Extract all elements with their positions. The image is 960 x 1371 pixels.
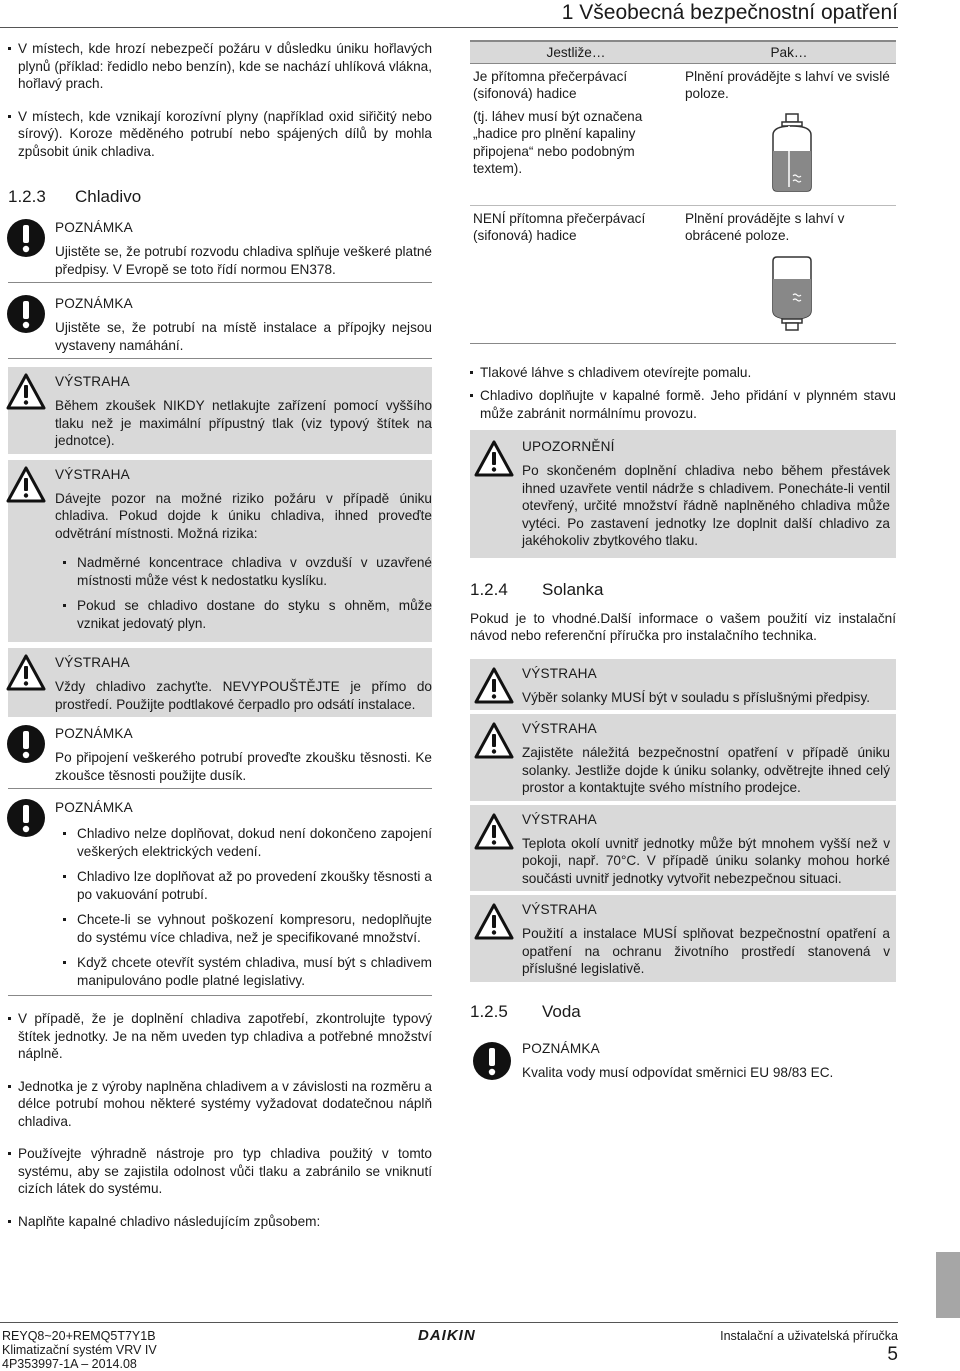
warning-label: VÝSTRAHA	[55, 374, 130, 389]
table-cell-then: Plnění provádějte s lahví v obrácené poloze.	[685, 210, 845, 243]
warning-label: VÝSTRAHA	[522, 721, 597, 736]
note-text: Kvalita vody musí odpovídat směrnici EU 98/83 EC.	[522, 1064, 834, 1080]
section-heading-chladivo	[8, 175, 432, 211]
note-text: Ujistěte se, že potrubí rozvodu chladiva splňuje veškeré platné předpisy. V Evropě se toto řídí normou EN378.	[55, 244, 432, 277]
bullet-item: Používejte výhradně nástroje pro typ chladiva použitý v tomto systému, aby se zajistila odolnost vůči tlaku a zabránilo se vniknutí cizích látek do systému.	[8, 1145, 432, 1198]
bullet-item: V místech, kde hrozí nebezpečí požáru v důsledku úniku hořlavých plynů (příklad: ředidlo nebo benzín), kde se nachází uhlíková vlákna, hořlavý prach.	[8, 40, 432, 93]
warning-text: Během zkoušek NIKDY netlakujte zařízení pomocí vyššího tlaku než je maximální přípustný tlak (viz typový štítek na jednotce).	[55, 398, 432, 448]
note-list-item: Když chcete otevřít systém chladiva, musí být s chladivem manipulováno podle platné legislativy.	[55, 954, 432, 989]
page-number: 5	[887, 1344, 898, 1365]
warning-triangle-icon	[474, 665, 514, 707]
exclamation-circle-icon	[6, 797, 46, 839]
warning-block	[470, 805, 896, 892]
warning-triangle-icon	[474, 901, 514, 943]
header-divider	[0, 27, 898, 28]
section-title: Solanka	[542, 579, 604, 599]
page-header-title: 1 Všeobecná bezpečnostní opatření	[561, 1, 898, 24]
warning-list-item: Nadměrné koncentrace chladiva v ovzduší v uzavřené místnosti může vést k nedostatku kyslíku.	[55, 554, 432, 589]
table-cell-if: Je přítomna přečerpávací (sifonová) hadice	[473, 68, 628, 101]
note-block	[8, 723, 432, 789]
warning-text: Výběr solanky MUSÍ být v souladu s příslušnými předpisy.	[522, 689, 871, 705]
section-heading-solanka	[470, 568, 896, 604]
warning-triangle-icon	[6, 371, 46, 413]
warning-label: VÝSTRAHA	[55, 466, 130, 482]
left-column	[8, 40, 432, 1245]
table-header-if: Jestliže…	[470, 41, 682, 63]
section-heading-voda	[470, 990, 896, 1026]
bullet-item: Naplňte kapalné chladivo následujícím způsobem:	[8, 1213, 432, 1231]
upright-bottle-icon	[769, 113, 815, 193]
note-label: POZNÁMKA	[55, 220, 133, 235]
footer-manual-title: Instalační a uživatelská příručka	[720, 1329, 898, 1343]
exclamation-circle-icon	[6, 217, 46, 259]
note-label: POZNÁMKA	[55, 296, 133, 311]
bullet-item: Tlakové láhve s chladivem otevírejte pomalu.	[470, 364, 896, 382]
note-label: POZNÁMKA	[55, 726, 133, 741]
warning-text: Zajistěte náležitá bezpečnostní opatření v případě úniku solanky. Jestliže dojde k úniku solanky, odvětrejte ihned celý prostor a kontaktujte svého místního prodejce.	[522, 745, 890, 795]
warning-triangle-icon	[474, 438, 514, 480]
caution-label: UPOZORNĚNÍ	[522, 439, 615, 454]
note-list-item: Chladivo lze doplňovat až po provedení zkoušky těsnosti a po vakuování potrubí.	[55, 868, 432, 903]
section-title: Chladivo	[75, 187, 142, 206]
note-text: Po připojení veškerého potrubí proveďte zkoušku těsnosti. Ke zkoušce těsnosti použijte dusík.	[55, 750, 432, 783]
exclamation-circle-icon	[472, 1040, 512, 1082]
table-header-then: Pak…	[682, 41, 896, 63]
footer-model: REYQ8~20+REMQ5T7Y1B	[2, 1329, 156, 1343]
table-row	[470, 63, 896, 205]
table-cell-if-note: (tj. láhev musí být označena „hadice pro plnění kapaliny připojena“ nebo podobným textem).	[473, 108, 643, 176]
daikin-logo: DAIKIN	[418, 1327, 476, 1344]
note-list-item: Chcete-li se vyhnout poškození kompresoru, nedoplňujte do systému více chladiva, než je specifikované množství.	[55, 911, 432, 946]
note-list-item: Chladivo nelze doplňovat, dokud není dokončeno zapojení veškerých elektrických vedení.	[55, 825, 432, 860]
warning-block	[470, 714, 896, 801]
warning-text: Teplota okolí uvnitř jednotky může být mnohem vyšší než v pokoji, např. 70°C. V případě úniku solanky mohou horké součásti uvnitř jednotky vytvořit nebezpečnou situaci.	[522, 835, 890, 886]
warning-text: Použití a instalace MUSÍ splňovat bezpečnostní opatření a opatření na ochranu životního prostředí stanovená v příslušné legislativě.	[522, 926, 890, 976]
inverted-bottle-icon	[769, 255, 815, 331]
warning-block	[8, 460, 432, 643]
exclamation-circle-icon	[6, 723, 46, 765]
warning-list-item: Pokud se chladivo dostane do styku s ohněm, může vznikat jedovatý plyn.	[55, 597, 432, 642]
footer-divider	[0, 1322, 898, 1323]
bullet-item: Chladivo doplňujte v kapalné formě. Jeho přidání v plynném stavu může zabránit normálnímu provozu.	[470, 387, 896, 422]
note-block	[470, 1038, 896, 1086]
warning-label: VÝSTRAHA	[55, 655, 130, 670]
filling-table	[470, 40, 896, 343]
section-title: Voda	[542, 1001, 581, 1021]
warning-triangle-icon	[6, 464, 46, 506]
warning-block	[470, 659, 896, 711]
warning-label: VÝSTRAHA	[522, 665, 597, 681]
table-cell-then: Plnění provádějte s lahví ve svislé poloze.	[685, 68, 890, 101]
bullet-item: V případě, že je doplnění chladiva zapotřebí, zkontrolujte typový štítek jednotky. Je na něm uveden typ chladiva a potřebné množství náplně.	[8, 1010, 432, 1063]
note-block	[8, 293, 432, 359]
footer-system: Klimatizační systém VRV IV	[2, 1343, 157, 1357]
warning-text: Dávejte pozor na možné riziko požáru v případě úniku chladiva. Pokud dojde k úniku chladiva, ihned proveďte odvětrání místnosti. Možná rizika:	[55, 490, 432, 541]
paragraph: Pokud je to vhodné.Další informace o vašem použití viz instalační návod nebo referenční příručka pro instalačního technika.	[470, 610, 896, 643]
section-number: 1.2.3	[8, 187, 46, 206]
warning-text: Vždy chladivo zachyťte. NEVYPOUŠTĚJTE je přímo do prostředí. Použijte podtlakové čerpadlo pro odsátí instalace.	[55, 679, 432, 712]
section-number: 1.2.4	[470, 579, 508, 599]
table-row	[470, 205, 896, 343]
warning-block	[8, 367, 432, 454]
warning-triangle-icon	[474, 720, 514, 762]
section-number: 1.2.5	[470, 1001, 508, 1021]
warning-block	[8, 648, 432, 717]
table-cell-if: NENÍ přítomna přečerpávací (sifonová) hadice	[473, 210, 646, 243]
warning-block	[470, 895, 896, 982]
caution-text: Po skončeném doplnění chladiva nebo během přestávek ihned uzavřete ventil nádrže s chladivem. Ponecháte-li ventil otevřený, určité množství řádně naplněného chladiva může vytéci. Po zastavení jednotky lze doplnit další chladivo za jakéhokoliv zbytkového tlaku.	[522, 463, 890, 548]
warning-triangle-icon	[6, 652, 46, 694]
bullet-item: Jednotka je z výroby naplněna chladivem a v závislosti na rozměru a délce potrubí mohou některé systémy vyžadovat dodatečnou náplň chladiva.	[8, 1078, 432, 1131]
caution-block	[470, 430, 896, 558]
note-label: POZNÁMKA	[522, 1040, 600, 1056]
bullet-item: V místech, kde vznikají korozívní plyny (například oxid siřičitý nebo sírový). Koroze měděného potrubí nebo spájených dílů by mohla způsobit únik chladiva.	[8, 108, 432, 161]
right-column	[470, 40, 896, 1089]
warning-label: VÝSTRAHA	[522, 811, 597, 827]
page-tab-marker	[936, 1252, 960, 1318]
note-block	[8, 797, 432, 996]
warning-triangle-icon	[474, 811, 514, 853]
footer-doc-number: 4P353997-1A – 2014.08	[2, 1357, 137, 1371]
exclamation-circle-icon	[6, 293, 46, 335]
warning-label: VÝSTRAHA	[522, 902, 597, 917]
note-block	[8, 217, 432, 283]
note-label: POZNÁMKA	[55, 800, 133, 815]
note-text: Ujistěte se, že potrubí na místě instalace a přípojky nejsou vystaveny namáhání.	[55, 320, 432, 353]
